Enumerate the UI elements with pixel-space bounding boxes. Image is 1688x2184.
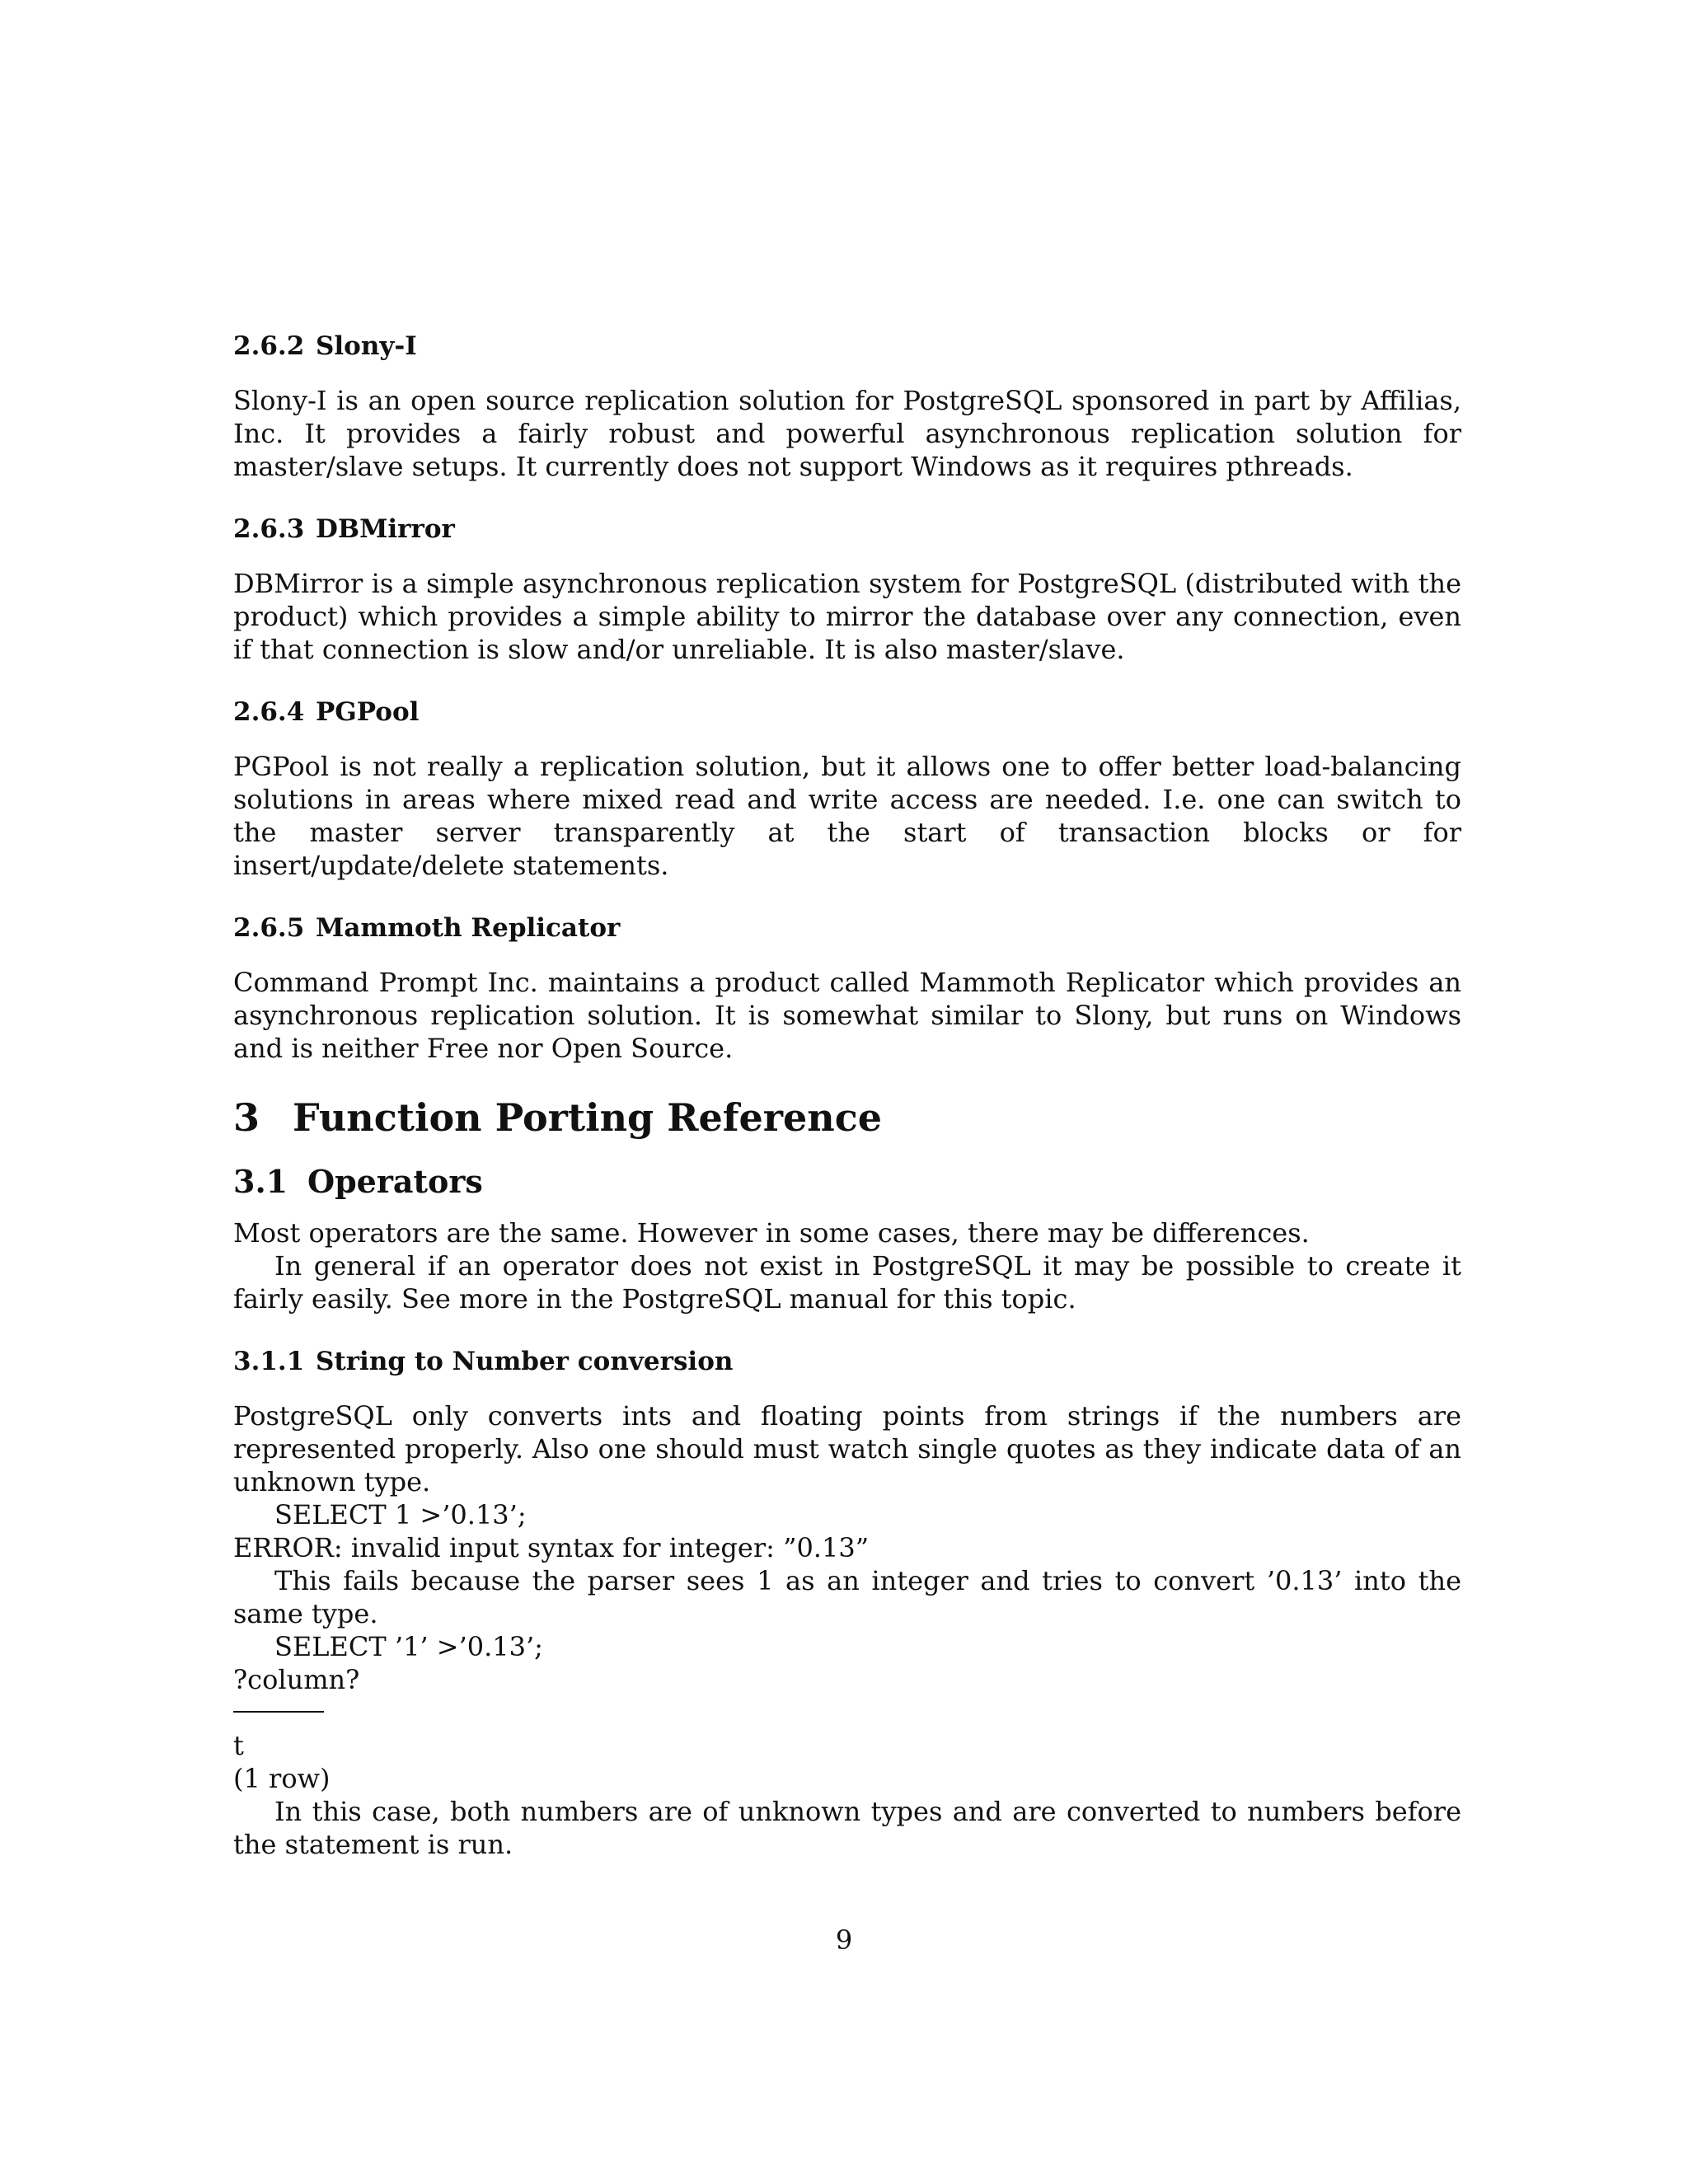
paragraph: In this case, both numbers are of unknown types and are converted to numbers before the statement is run. xyxy=(233,1796,1461,1860)
subsection-heading xyxy=(233,513,1461,546)
section-heading xyxy=(233,1094,1461,1141)
subsection-heading xyxy=(233,696,1461,729)
section-3-1-1 xyxy=(233,1345,1461,1861)
heading-title: PGPool xyxy=(316,697,420,727)
heading-number: 2.6.4 xyxy=(233,697,305,727)
heading-title: Slony-I xyxy=(316,331,417,361)
code-line: SELECT ’1’ >’0.13’; xyxy=(274,1631,543,1662)
heading-number: 3.1 xyxy=(233,1163,288,1200)
subsection-heading xyxy=(233,912,1461,944)
heading-number: 2.6.3 xyxy=(233,514,305,544)
section-2-6-3 xyxy=(233,513,1461,666)
section-3-1-body xyxy=(233,1216,1461,1315)
heading-number: 2.6.5 xyxy=(233,913,305,943)
paragraph: Most operators are the same. However in some cases, there may be differences. xyxy=(233,1217,1310,1249)
section-2-6-2 xyxy=(233,330,1461,483)
result-header: ?column? xyxy=(233,1664,360,1695)
subsection-heading xyxy=(233,1345,1461,1378)
result-separator xyxy=(233,1696,1461,1729)
heading-title: String to Number conversion xyxy=(316,1347,734,1376)
heading-title: Mammoth Replicator xyxy=(316,913,621,943)
heading-number: 3 xyxy=(233,1095,260,1140)
paragraph: DBMirror is a simple asynchronous replication system for PostgreSQL (distributed with the product) which provides a simple ability to mirror the database over any connection, even if that connection is slow and/or unreliable. It is also master/slave. xyxy=(233,568,1461,665)
paragraph: In general if an operator does not exist in PostgreSQL it may be possible to create it fairly easily. See more in the PostgreSQL manual for this topic. xyxy=(233,1250,1461,1315)
result-row-count: (1 row) xyxy=(233,1763,331,1794)
heading-number: 3.1.1 xyxy=(233,1347,305,1376)
section-2-6-5 xyxy=(233,912,1461,1065)
section-2-6-4 xyxy=(233,696,1461,882)
heading-title: DBMirror xyxy=(316,514,455,544)
subsection-heading xyxy=(233,330,1461,363)
result-value: t xyxy=(233,1730,244,1761)
separator-rule xyxy=(233,1711,324,1713)
document-page xyxy=(233,330,1461,1861)
heading-title: Operators xyxy=(307,1163,483,1200)
heading-number: 2.6.2 xyxy=(233,331,305,361)
heading-title: Function Porting Reference xyxy=(293,1095,882,1140)
section-3-1-heading xyxy=(233,1162,1461,1202)
paragraph: Slony-I is an open source replication solution for PostgreSQL sponsored in part by Affilias, Inc. It provides a fairly robust and powerful asynchronous replication solution for master/slave setups. It currently does not support Windows as it requires pthreads. xyxy=(233,385,1461,482)
paragraph: Command Prompt Inc. maintains a product called Mammoth Replicator which provides an asynchronous replication solution. It is somewhat similar to Slony, but runs on Windows and is neither Free nor Open Source. xyxy=(233,967,1461,1064)
paragraph: PostgreSQL only converts ints and floating points from strings if the numbers are represented properly. Also one should must watch single quotes as they indicate data of an unknown type. xyxy=(233,1400,1461,1497)
paragraph: This fails because the parser sees 1 as an integer and tries to convert ’0.13’ into the same type. xyxy=(233,1565,1461,1629)
page-number: 9 xyxy=(835,1924,853,1956)
code-line: SELECT 1 >’0.13’; xyxy=(274,1499,527,1530)
error-line: ERROR: invalid input syntax for integer: ”0.13” xyxy=(233,1532,870,1563)
paragraph: PGPool is not really a replication solution, but it allows one to offer better load-balancing solutions in areas where mixed read and write access are needed. I.e. one can switch to the master server transparently at the start of transaction blocks or for insert/update/delete statements. xyxy=(233,751,1461,881)
